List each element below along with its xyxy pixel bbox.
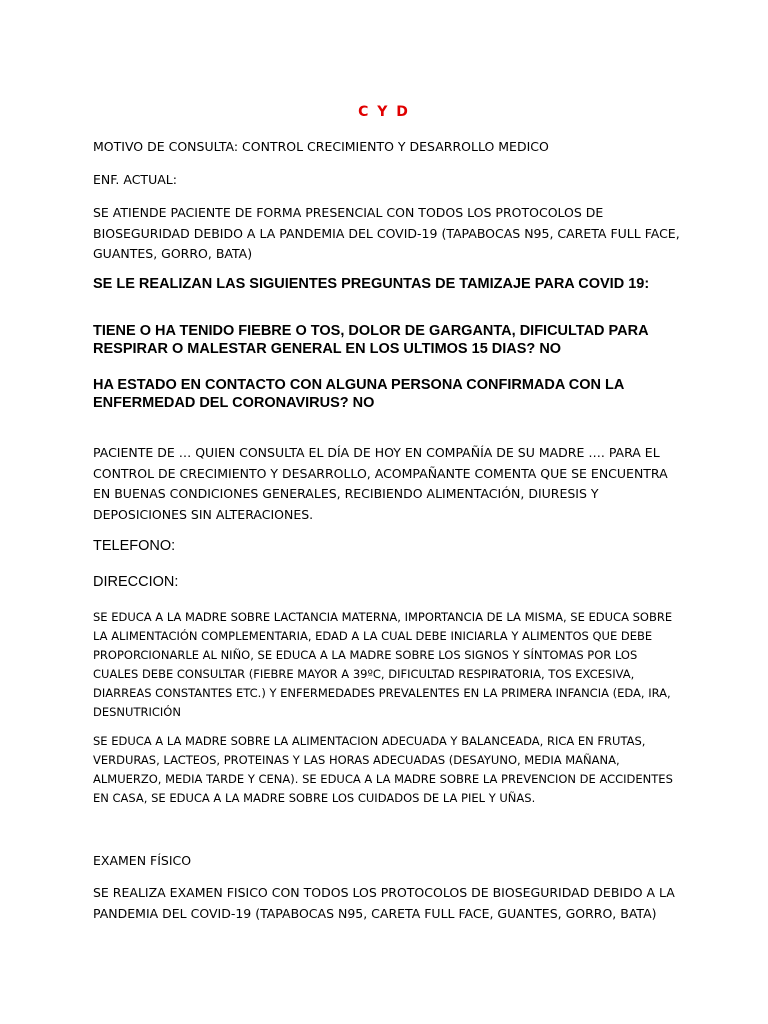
educacion-alimentacion-paragraph: SE EDUCA A LA MADRE SOBRE LA ALIMENTACION ADECUADA Y BALANCEADA, RICA EN FRUTAS, VERDURAS, LACTEOS, PROTEINAS Y LAS HORAS ADECUADAS (DESAYUNO, MEDIA MAÑANA, ALMUERZO, MEDIA TARDE Y CENA). SE EDUCA A LA MADRE SOBRE LA PREVENCION DE ACCIDENTES EN CASA, SE EDUCA A LA MADRE SOBRE LOS CUIDADOS DE LA PIEL Y UÑAS. <box>93 734 673 805</box>
tamizaje-heading: SE LE REALIZAN LAS SIGUIENTES PREGUNTAS DE TAMIZAJE PARA COVID 19: <box>93 276 650 292</box>
examen-fisico-heading: EXAMEN FÍSICO <box>93 853 192 868</box>
enf-actual-label: ENF. ACTUAL: <box>93 172 177 187</box>
tamizaje-question-1: TIENE O HA TENIDO FIEBRE O TOS, DOLOR DE GARGANTA, DIFICULTAD PARA RESPIRAR O MALESTAR GENERAL EN LOS ULTIMOS 15 DIAS? NO <box>93 323 649 357</box>
telefono-label: TELEFONO: <box>93 538 176 554</box>
educacion-lactancia-paragraph: SE EDUCA A LA MADRE SOBRE LACTANCIA MATERNA, IMPORTANCIA DE LA MISMA, SE EDUCA SOBRE LA ALIMENTACIÓN COMPLEMENTARIA, EDAD A LA CUAL DEBE INICIARLA Y ALIMENTOS QUE DEBE PROPORCIONARLE AL NIÑO, SE EDUCA A LA MADRE SOBRE LOS SIGNOS Y SÍNTOMAS POR LOS CUALES DEBE CONSULTAR (FIEBRE MAYOR A 39ºC, DIFICULTAD RESPIRATORIA, TOS EXCESIVA, DIARREAS CONSTANTES ETC.) Y ENFERMEDADES PREVALENTES EN LA PRIMERA INFANCIA (EDA, IRA, DESNUTRICIÓN <box>93 610 673 719</box>
direccion-label: DIRECCION: <box>93 574 179 590</box>
paciente-paragraph: PACIENTE DE … QUIEN CONSULTA EL DÍA DE HOY EN COMPAÑÍA DE SU MADRE …. PARA EL CONTROL DE CRECIMIENTO Y DESARROLLO, ACOMPAÑANTE COMENTA QUE SE ENCUENTRA EN BUENAS CONDICIONES GENERALES, RECIBIENDO ALIMENTACIÓN, DIURESIS Y DEPOSICIONES SIN ALTERACIONES. <box>93 445 668 522</box>
examen-fisico-paragraph: SE REALIZA EXAMEN FISICO CON TODOS LOS PROTOCOLOS DE BIOSEGURIDAD DEBIDO A LA PANDEMIA DEL COVID-19 (TAPABOCAS N95, CARETA FULL FACE, GUANTES, GORRO, BATA) <box>93 885 675 921</box>
motivo-consulta: MOTIVO DE CONSULTA: CONTROL CRECIMIENTO Y DESARROLLO MEDICO <box>93 139 549 154</box>
document-title: C Y D <box>358 104 410 120</box>
tamizaje-question-2: HA ESTADO EN CONTACTO CON ALGUNA PERSONA CONFIRMADA CON LA ENFERMEDAD DEL CORONAVIRUS? NO <box>93 377 624 411</box>
atencion-paragraph: SE ATIENDE PACIENTE DE FORMA PRESENCIAL CON TODOS LOS PROTOCOLOS DE BIOSEGURIDAD DEBIDO A LA PANDEMIA DEL COVID-19 (TAPABOCAS N95, CARETA FULL FACE, GUANTES, GORRO, BATA) <box>93 205 680 261</box>
